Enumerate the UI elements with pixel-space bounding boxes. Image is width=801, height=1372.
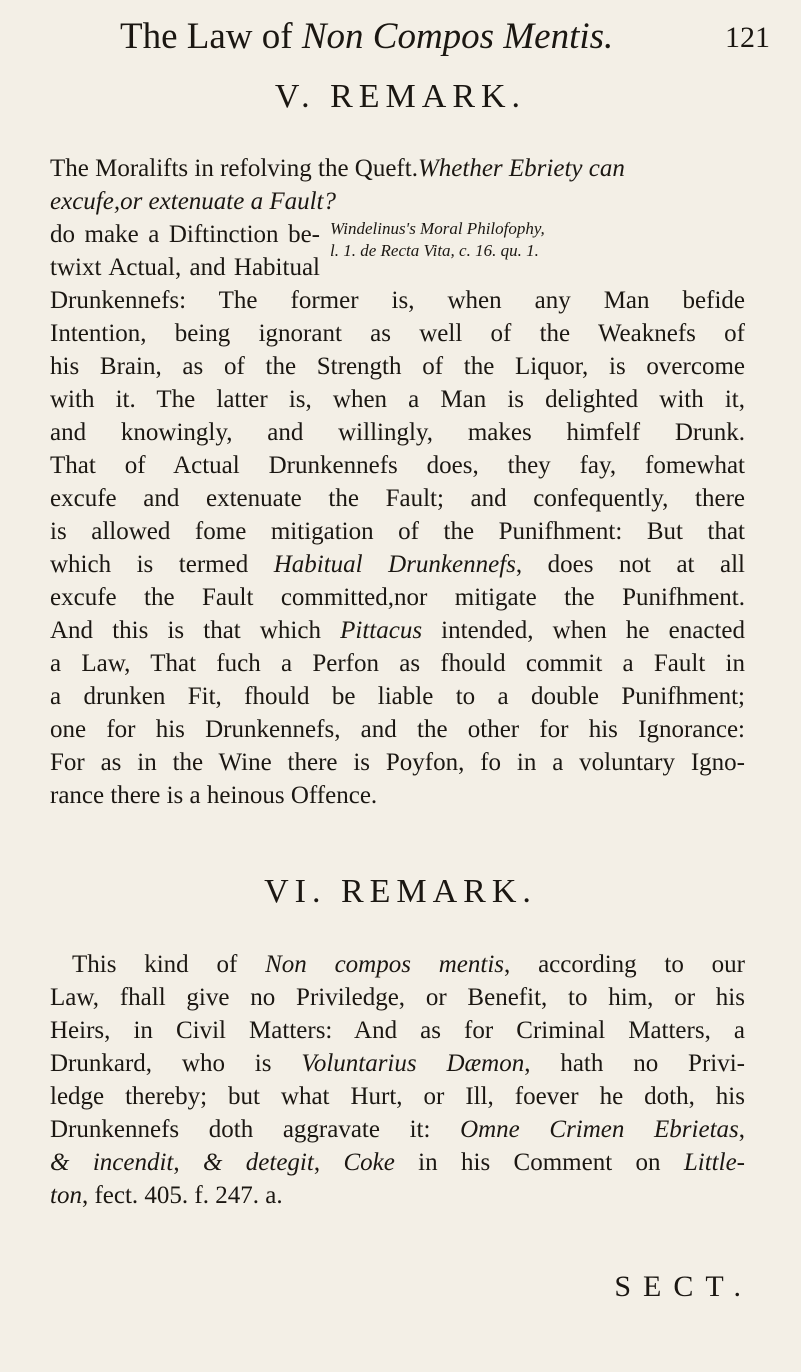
text-span: , does not at all (515, 551, 745, 578)
text-line: Drunkennefs: The former is, when any Man befide (50, 287, 745, 314)
text-span: , according to our (504, 951, 745, 978)
text-line: Law, fhall give no Priviledge, or Benefit, to him, or his (50, 984, 745, 1011)
text-span-italic: Voluntarius Dæmon (301, 1050, 525, 1077)
text-line (50, 1047, 745, 1080)
text-span-italic: Pittacus (340, 617, 423, 644)
text-span: , hath no Privi- (524, 1050, 745, 1077)
text-line (50, 1113, 745, 1146)
margin-note-line: l. 1. de Recta Vita, c. 16. qu. 1. (330, 241, 539, 260)
text-span: intended, when he enacted (422, 617, 745, 644)
text-span: , (313, 1149, 344, 1176)
text-span-italic: Coke (343, 1149, 395, 1176)
text-line: one for his Drunkennefs, and the other for his Ignorance: (50, 716, 745, 743)
running-head (120, 14, 613, 60)
running-head-roman: The Law of (120, 16, 302, 57)
catchword: SECT. (614, 1270, 753, 1303)
text-line: Intention, being ignorant as well of the Weaknefs of (50, 320, 745, 347)
section-v-heading: V. REMARK. (274, 78, 527, 115)
text-span: which is termed (50, 551, 274, 578)
text-line: excufe,or extenuate a Fault? (50, 188, 336, 215)
section-v-line1 (50, 152, 745, 185)
text-line: For as in the Wine there is Poyfon, fo in a voluntary Igno- (50, 749, 745, 776)
text-line: excufe and extenuate the Fault; and confequently, there (50, 485, 745, 512)
margin-note-line: Windelinus's Moral Philofophy, (330, 219, 545, 238)
text-line (50, 1179, 745, 1212)
page-number: 121 (725, 21, 770, 54)
text-span: And this is that which (50, 617, 341, 644)
text-span: in his Comment on (394, 1149, 684, 1176)
text-span-italic: Omne Crimen Ebrietas (460, 1116, 739, 1143)
running-head-italic: Non Compos Mentis. (301, 16, 614, 57)
section-v-wrapped-lines (50, 185, 336, 284)
text-line (50, 548, 745, 581)
text-line: That of Actual Drunkennefs does, they fay, fomewhat (50, 452, 745, 479)
text-span-italic: ton (50, 1182, 82, 1209)
text-span: This kind of (72, 951, 266, 978)
text-line: is allowed fome mitigation of the Punifhment: But that (50, 518, 745, 545)
section-v-body (50, 284, 745, 812)
text-span-italic: Non compos mentis (265, 951, 505, 978)
text-span-italic: Whether Ebriety can (417, 155, 625, 182)
text-line: twixt Actual, and Habitual (50, 254, 320, 281)
page-header (90, 10, 780, 66)
section-vi-heading: VI. REMARK. (264, 873, 537, 910)
text-line: a drunken Fit, fhould be liable to a double Punifhment; (50, 683, 745, 710)
text-span-italic: & detegit (202, 1149, 314, 1176)
text-span: Drunkard, who is (50, 1050, 302, 1077)
text-line (50, 948, 745, 981)
text-line: ledge thereby; but what Hurt, or Ill, foever he doth, his (50, 1083, 745, 1110)
text-line (50, 1146, 745, 1179)
text-line: Heirs, in Civil Matters: And as for Criminal Matters, a (50, 1017, 745, 1044)
margin-note (330, 218, 760, 262)
section-vi-body (50, 948, 745, 1212)
text-line (50, 152, 745, 185)
text-span: Drunkennefs doth aggravate it: (50, 1116, 461, 1143)
text-span: , (738, 1116, 745, 1143)
text-span-italic: & incendit (50, 1149, 174, 1176)
text-span-italic: Little- (683, 1149, 745, 1176)
text-line (50, 614, 745, 647)
text-line: and knowingly, and willingly, makes himfelf Drunk. (50, 419, 745, 446)
text-line: his Brain, as of the Strength of the Liquor, is overcome (50, 353, 745, 380)
text-span: , fect. 405. f. 247. a. (81, 1182, 283, 1209)
text-span: , (173, 1149, 203, 1176)
text-line: do make a Diftinction be- (50, 221, 320, 248)
text-line: with it. The latter is, when a Man is delighted with it, (50, 386, 745, 413)
text-line: excufe the Fault committed,nor mitigate the Punifhment. (50, 584, 745, 611)
text-line: a Law, That fuch a Perfon as fhould commit a Fault in (50, 650, 745, 677)
text-span-italic: Habitual Drunkennefs (273, 551, 516, 578)
text-line: rance there is a heinous Offence. (50, 782, 378, 809)
text-span: The Moralifts in refolving the Queft. (50, 155, 418, 182)
